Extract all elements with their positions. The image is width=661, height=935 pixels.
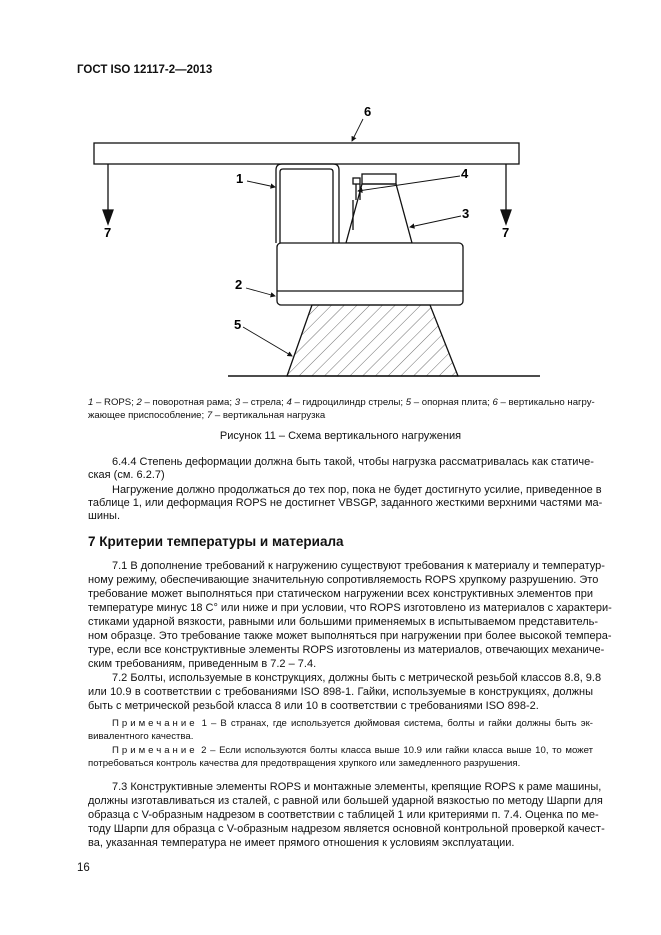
text-line: шины. [88, 510, 121, 522]
note-line: потребоваться контроль качества для предотвращения хрупкого или замедленного разрушения. [88, 758, 521, 769]
loading-beam [94, 143, 519, 164]
text-line: образца с V-образным надрезом в соответствии с таблицей 1 или критериями п. 7.4. Оценка по ме- [88, 809, 599, 821]
text-line: ному режиму, обеспечивающие значительную сопротивляемость ROPS хрупкому разрушению. Это [88, 574, 599, 586]
text-line: 6.4.4 Степень деформации должна быть такой, чтобы нагрузка рассматривалась как статиче- [112, 456, 594, 468]
text-line: ном образце. Это требование также может выполняться при нагружении при более высокой темпера- [88, 630, 612, 642]
text-line: температуре минус 18 С° или ниже и при условии, что ROPS изготовлено из материалов с характери- [88, 602, 612, 614]
text-line: должны изготавливаться из сталей, с равной или большей ударной вязкостью по методу Шарпи для [88, 795, 603, 807]
note-line: Примечание 2 – Если используются болты класса выше 10.9 или гайки класса выше 10, то может [112, 745, 593, 756]
figure-caption: Рисунок 11 – Схема вертикального нагружения [219, 430, 462, 442]
text-line: стиками ударной вязкости, равными или большими применяемых в испытываемом представитель- [88, 616, 599, 628]
label-1: 1 [236, 171, 244, 186]
label-6: 6 [364, 104, 372, 119]
section-title: 7 Критерии температуры и материала [88, 534, 344, 549]
text-line: требование может выполняться при статическом нагружении всех конструктивных элементов при [88, 588, 593, 600]
boom-cylinder [353, 178, 360, 184]
text-line: 7.3 Конструктивные элементы ROPS и монтажные элементы, крепящие ROPS к раме машины, [112, 781, 602, 793]
text-line: таблице 1, или деформация ROPS не достигнет VBSGP, заданного жесткими верхними частями ма- [88, 497, 603, 509]
note-line: Примечание 1 – В странах, где используется дюймовая система, болты и гайки должны быть эк- [112, 718, 593, 729]
support-plate [287, 305, 458, 376]
text-line: ская (см. 6.2.7) [88, 469, 165, 481]
figure-legend-line-1: 1 – ROPS; 2 – поворотная рама; 3 – стрела; 4 – гидроцилиндр стрелы; 5 – опорная плита; 6 – вертикально нагру- [88, 397, 595, 408]
label-7-right: 7 [502, 225, 510, 240]
vertical-loading-diagram [0, 0, 661, 390]
label-4: 4 [461, 166, 469, 181]
label-5: 5 [234, 317, 242, 332]
text-line: Нагружение должно продолжаться до тех пор, пока не будет достигнуто усилие, приведенное в [112, 484, 602, 496]
label-2: 2 [235, 277, 243, 292]
page-number: 16 [77, 862, 90, 874]
rops-cab [276, 164, 339, 243]
boom [362, 174, 396, 184]
note-line: вивалентного качества. [88, 731, 194, 742]
text-line: ва, указанная температура не имеет прямого отношения к условиям эксплуатации. [88, 837, 515, 849]
text-line: или 10.9 в соответствии с требованиями ISO 898-1. Гайки, используемые в конструкциях, должны [88, 686, 593, 698]
text-line: туре, если все конструктивные элементы ROPS изготовлены из материалов, отвечающих механиче- [88, 644, 605, 656]
label-3: 3 [462, 206, 470, 221]
document-header: ГОСТ ISO 12117-2—2013 [77, 64, 213, 76]
text-line: 7.1 В дополнение требований к нагружению существуют требования к материалу и температур- [112, 560, 605, 572]
text-line: ским требованиям, приведенным в 7.2 – 7.4. [88, 658, 317, 670]
figure-legend-line-2: жающее приспособление; 7 – вертикальная нагрузка [88, 410, 326, 421]
label-7-left: 7 [104, 225, 112, 240]
text-line: тоду Шарпи для образца с V-образным надрезом является основной контрольной проверкой качест- [88, 823, 605, 835]
text-line: быть с метрической резьбой класса 8 или 10 в соответствии с требованиями ISO 898-2. [88, 700, 539, 712]
swing-frame [277, 243, 463, 305]
text-line: 7.2 Болты, используемые в конструкциях, должны быть с метрической резьбой классов 8.8, 9.8 [112, 672, 602, 684]
